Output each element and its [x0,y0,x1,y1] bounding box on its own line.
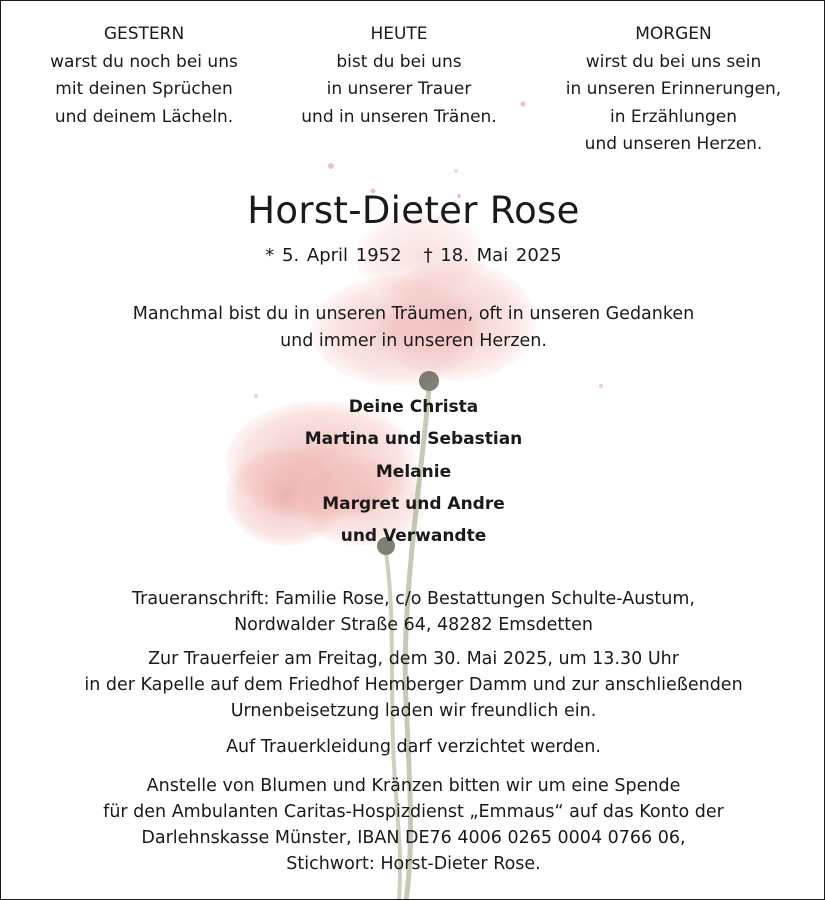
donation-line: Darlehnskasse Münster, IBAN DE76 4006 0265 0004 0766 06, [141,828,686,848]
column-line: in Erzählungen [609,106,738,127]
address-line: Traueranschrift: Familie Rose, c/o Bestattungen Schulte-Austum, [132,589,695,609]
column-line: in unserer Trauer [326,79,472,99]
column-line: und unseren Herzen. [584,134,763,154]
service-line: Zur Trauerfeier am Freitag, dem 30. Mai 2025, um 13.30 Uhr [148,649,679,669]
mourning-address [1,586,825,638]
mourner-name: Melanie [375,461,452,482]
donation-request [1,773,825,877]
donation-line: für den Ambulanten Caritas-Hospizdienst „Emmaus“ auf das Konto der [103,802,724,822]
column-gestern [19,21,269,131]
donation-line: Stichwort: Horst-Dieter Rose. [286,854,541,874]
column-line: warst du noch bei uns [50,51,238,72]
death-date: † 18. Mai 2025 [423,245,562,266]
column-line: bist du bei uns [336,51,462,72]
column-line: in unseren Erinnerungen, [565,79,782,99]
deceased-name: Horst-Dieter Rose [247,189,580,232]
column-morgen [541,21,806,159]
mourner-name: Deine Christa [348,397,479,417]
column-heading: HEUTE [370,24,428,44]
funeral-service-info [1,646,825,724]
mourners-list [1,391,825,552]
quote-line: und immer in unseren Herzen. [280,331,547,351]
column-line: mit deinen Sprüchen [55,79,233,99]
column-heading: MORGEN [635,24,712,44]
dress-code-note [1,734,825,760]
column-line: und deinem Lächeln. [54,106,234,127]
column-heute [274,21,524,131]
upper-poppy-center [419,371,439,391]
donation-line: Anstelle von Blumen und Kränzen bitten wir um eine Spende [146,776,681,796]
mourner-name: und Verwandte [340,526,487,547]
life-dates [1,245,825,266]
column-line: wirst du bei uns sein [585,51,762,72]
birth-date: * 5. April 1952 [265,245,402,266]
column-heading: GESTERN [103,24,185,44]
dress-line: Auf Trauerkleidung darf verzichtet werden. [226,737,601,757]
memorial-quote [1,301,825,355]
column-line: und in unseren Tränen. [301,106,497,127]
mourner-name: Margret und Andre [322,493,505,514]
quote-line: Manchmal bist du in unseren Träumen, oft in unseren Gedanken [132,304,695,324]
service-line: Urnenbeisetzung laden wir freundlich ein. [230,701,597,721]
mourner-name: Martina und Sebastian [304,429,523,450]
address-line: Nordwalder Straße 64, 48282 Emsdetten [234,615,593,635]
service-line: in der Kapelle auf dem Friedhof Hemberger Damm und zur anschließenden [84,675,743,695]
